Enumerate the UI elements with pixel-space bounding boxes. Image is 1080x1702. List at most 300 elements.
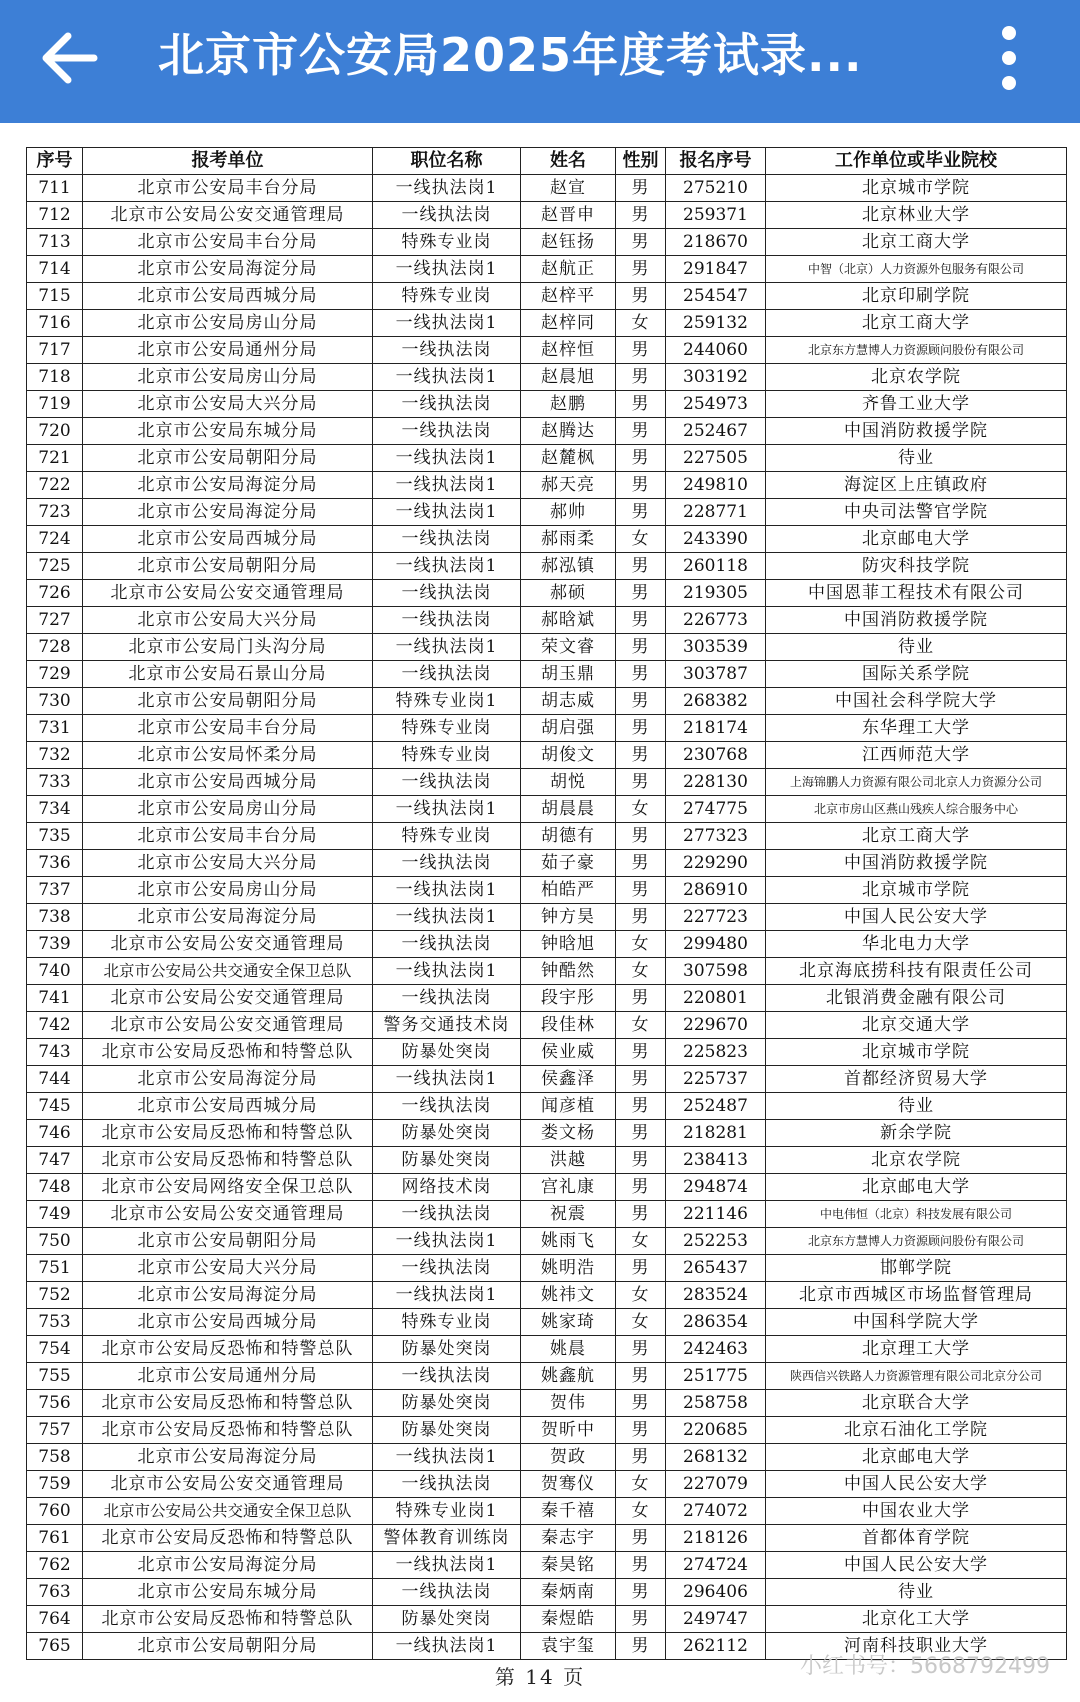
table-row [27, 1228, 1067, 1255]
col-reg-no: 230768 [666, 742, 766, 769]
col-index: 728 [27, 634, 83, 661]
col-unit: 北京市公安局东城分局 [83, 1579, 373, 1606]
table-row [27, 445, 1067, 472]
more-dot [1002, 51, 1016, 65]
col-name: 洪越 [521, 1147, 616, 1174]
col-workplace: 首都经济贸易大学 [766, 1066, 1067, 1093]
col-gender: 男 [616, 445, 666, 472]
col-workplace: 北京工商大学 [766, 823, 1067, 850]
col-gender: 男 [616, 715, 666, 742]
col-gender: 男 [616, 175, 666, 202]
col-reg-no: 291847 [666, 256, 766, 283]
col-reg-no: 220801 [666, 985, 766, 1012]
col-position: 一线执法岗 [373, 337, 521, 364]
col-index: 735 [27, 823, 83, 850]
col-position: 特殊专业岗1 [373, 688, 521, 715]
col-index: 719 [27, 391, 83, 418]
col-position: 防暴处突岗 [373, 1417, 521, 1444]
col-position: 一线执法岗 [373, 580, 521, 607]
col-workplace: 中国消防救援学院 [766, 418, 1067, 445]
col-index: 713 [27, 229, 83, 256]
col-gender: 男 [616, 580, 666, 607]
col-position: 防暴处突岗 [373, 1336, 521, 1363]
col-position: 一线执法岗1 [373, 1282, 521, 1309]
col-name: 胡玉鼎 [521, 661, 616, 688]
table-row [27, 850, 1067, 877]
col-unit: 北京市公安局反恐怖和特警总队 [83, 1336, 373, 1363]
col-reg-no: 218126 [666, 1525, 766, 1552]
table-row [27, 1309, 1067, 1336]
table-row [27, 1282, 1067, 1309]
col-gender: 女 [616, 1012, 666, 1039]
table-row [27, 931, 1067, 958]
col-name: 秦千禧 [521, 1498, 616, 1525]
col-reg-no: 254547 [666, 283, 766, 310]
col-reg-no: 243390 [666, 526, 766, 553]
col-reg-no: 259371 [666, 202, 766, 229]
col-name: 胡启强 [521, 715, 616, 742]
col-unit: 北京市公安局反恐怖和特警总队 [83, 1417, 373, 1444]
col-reg-no: 265437 [666, 1255, 766, 1282]
col-index: 738 [27, 904, 83, 931]
col-position: 特殊专业岗 [373, 742, 521, 769]
table-row [27, 391, 1067, 418]
col-index: 757 [27, 1417, 83, 1444]
col-name: 赵梓同 [521, 310, 616, 337]
col-name: 姚明浩 [521, 1255, 616, 1282]
col-position: 一线执法岗 [373, 661, 521, 688]
col-index: 717 [27, 337, 83, 364]
col-unit: 北京市公安局朝阳分局 [83, 688, 373, 715]
col-reg-no: 227505 [666, 445, 766, 472]
col-unit: 北京市公安局海淀分局 [83, 1444, 373, 1471]
col-gender: 男 [616, 1417, 666, 1444]
col-index: 745 [27, 1093, 83, 1120]
col-name: 赵梓平 [521, 283, 616, 310]
col-unit: 北京市公安局大兴分局 [83, 850, 373, 877]
table-row [27, 1444, 1067, 1471]
col-index: 764 [27, 1606, 83, 1633]
col-gender: 男 [616, 391, 666, 418]
table-row [27, 1120, 1067, 1147]
col-position: 一线执法岗1 [373, 472, 521, 499]
col-workplace: 华北电力大学 [766, 931, 1067, 958]
col-index: 739 [27, 931, 83, 958]
col-reg-no: 226773 [666, 607, 766, 634]
col-gender: 男 [616, 553, 666, 580]
col-gender: 男 [616, 283, 666, 310]
col-position: 一线执法岗1 [373, 175, 521, 202]
col-index: 742 [27, 1012, 83, 1039]
col-name: 赵麓枫 [521, 445, 616, 472]
col-workplace: 上海锦鹏人力资源有限公司北京人力资源分公司 [766, 769, 1067, 796]
table-row [27, 175, 1067, 202]
col-workplace: 中国消防救援学院 [766, 850, 1067, 877]
col-workplace: 海淀区上庄镇政府 [766, 472, 1067, 499]
table-row [27, 1201, 1067, 1228]
col-reg-no: 238413 [666, 1147, 766, 1174]
col-position: 防暴处突岗 [373, 1039, 521, 1066]
col-workplace: 北京石油化工学院 [766, 1417, 1067, 1444]
col-position: 一线执法岗1 [373, 1066, 521, 1093]
col-unit: 北京市公安局反恐怖和特警总队 [83, 1120, 373, 1147]
col-name: 袁宇玺 [521, 1633, 616, 1660]
col-position: 一线执法岗 [373, 607, 521, 634]
col-reg-no: 225823 [666, 1039, 766, 1066]
col-position: 一线执法岗 [373, 1201, 521, 1228]
col-name: 宫礼康 [521, 1174, 616, 1201]
table-row [27, 283, 1067, 310]
col-gender: 女 [616, 526, 666, 553]
col-position: 一线执法岗 [373, 391, 521, 418]
header-col-position: 职位名称 [373, 148, 521, 175]
col-workplace: 防灾科技学院 [766, 553, 1067, 580]
col-unit: 北京市公安局公安交通管理局 [83, 1201, 373, 1228]
table-row [27, 661, 1067, 688]
col-reg-no: 254973 [666, 391, 766, 418]
col-gender: 男 [616, 1336, 666, 1363]
col-name: 胡晨晨 [521, 796, 616, 823]
col-workplace: 中国恩菲工程技术有限公司 [766, 580, 1067, 607]
col-gender: 男 [616, 1147, 666, 1174]
col-position: 一线执法岗 [373, 850, 521, 877]
col-name: 贺骞仪 [521, 1471, 616, 1498]
col-unit: 北京市公安局东城分局 [83, 418, 373, 445]
col-workplace: 北京邮电大学 [766, 526, 1067, 553]
col-name: 钟晗旭 [521, 931, 616, 958]
col-name: 胡德有 [521, 823, 616, 850]
col-position: 一线执法岗1 [373, 553, 521, 580]
col-name: 胡悦 [521, 769, 616, 796]
col-unit: 北京市公安局大兴分局 [83, 607, 373, 634]
col-name: 秦志宇 [521, 1525, 616, 1552]
col-position: 一线执法岗1 [373, 445, 521, 472]
col-reg-no: 286354 [666, 1309, 766, 1336]
col-unit: 北京市公安局海淀分局 [83, 904, 373, 931]
col-position: 一线执法岗1 [373, 256, 521, 283]
col-position: 一线执法岗 [373, 526, 521, 553]
col-unit: 北京市公安局公安交通管理局 [83, 580, 373, 607]
col-gender: 男 [616, 1552, 666, 1579]
col-name: 秦炳南 [521, 1579, 616, 1606]
col-gender: 男 [616, 607, 666, 634]
col-unit: 北京市公安局丰台分局 [83, 823, 373, 850]
table-row [27, 904, 1067, 931]
col-unit: 北京市公安局通州分局 [83, 1363, 373, 1390]
col-workplace: 待业 [766, 634, 1067, 661]
table-row [27, 202, 1067, 229]
col-workplace: 首都体育学院 [766, 1525, 1067, 1552]
header-col-reg-no: 报名序号 [666, 148, 766, 175]
watermark: 小红书号：5668792499 [800, 1654, 1050, 1679]
table-row [27, 688, 1067, 715]
col-position: 网络技术岗 [373, 1174, 521, 1201]
col-reg-no: 274775 [666, 796, 766, 823]
col-gender: 男 [616, 256, 666, 283]
table-row [27, 580, 1067, 607]
col-position: 一线执法岗1 [373, 904, 521, 931]
col-gender: 男 [616, 1579, 666, 1606]
col-reg-no: 259132 [666, 310, 766, 337]
col-reg-no: 218281 [666, 1120, 766, 1147]
col-position: 特殊专业岗 [373, 1309, 521, 1336]
col-position: 一线执法岗1 [373, 1444, 521, 1471]
col-unit: 北京市公安局朝阳分局 [83, 553, 373, 580]
col-position: 一线执法岗 [373, 985, 521, 1012]
col-gender: 女 [616, 931, 666, 958]
table-row [27, 472, 1067, 499]
col-name: 赵腾达 [521, 418, 616, 445]
col-name: 柏皓严 [521, 877, 616, 904]
header-col-name: 姓名 [521, 148, 616, 175]
col-gender: 男 [616, 229, 666, 256]
col-gender: 男 [616, 1066, 666, 1093]
col-reg-no: 219305 [666, 580, 766, 607]
col-unit: 北京市公安局大兴分局 [83, 1255, 373, 1282]
col-workplace: 中智（北京）人力资源外包服务有限公司 [766, 256, 1067, 283]
col-workplace: 待业 [766, 445, 1067, 472]
col-unit: 北京市公安局朝阳分局 [83, 445, 373, 472]
col-name: 郝天亮 [521, 472, 616, 499]
col-reg-no: 252253 [666, 1228, 766, 1255]
col-index: 712 [27, 202, 83, 229]
table-row [27, 715, 1067, 742]
table-row [27, 229, 1067, 256]
col-reg-no: 252487 [666, 1093, 766, 1120]
col-workplace: 河南科技职业大学 [766, 1633, 1067, 1660]
col-name: 姚祎文 [521, 1282, 616, 1309]
col-name: 荣文睿 [521, 634, 616, 661]
col-workplace: 北京城市学院 [766, 877, 1067, 904]
col-gender: 女 [616, 796, 666, 823]
col-index: 752 [27, 1282, 83, 1309]
col-gender: 男 [616, 688, 666, 715]
col-reg-no: 228771 [666, 499, 766, 526]
col-index: 720 [27, 418, 83, 445]
col-workplace: 北京东方慧博人力资源顾问股份有限公司 [766, 337, 1067, 364]
col-workplace: 中国社会科学院大学 [766, 688, 1067, 715]
col-position: 一线执法岗 [373, 769, 521, 796]
col-position: 一线执法岗 [373, 202, 521, 229]
col-unit: 北京市公安局反恐怖和特警总队 [83, 1039, 373, 1066]
col-workplace: 陕西信兴铁路人力资源管理有限公司北京分公司 [766, 1363, 1067, 1390]
table-row [27, 1093, 1067, 1120]
col-workplace: 北京联合大学 [766, 1390, 1067, 1417]
col-index: 731 [27, 715, 83, 742]
col-reg-no: 252467 [666, 418, 766, 445]
table-row [27, 742, 1067, 769]
col-unit: 北京市公安局海淀分局 [83, 1282, 373, 1309]
col-unit: 北京市公安局房山分局 [83, 796, 373, 823]
col-position: 警务交通技术岗 [373, 1012, 521, 1039]
col-reg-no: 249747 [666, 1606, 766, 1633]
table-row [27, 958, 1067, 985]
col-position: 一线执法岗 [373, 1471, 521, 1498]
col-workplace: 北京市西城区市场监督管理局 [766, 1282, 1067, 1309]
col-gender: 男 [616, 1606, 666, 1633]
col-unit: 北京市公安局房山分局 [83, 310, 373, 337]
table-row [27, 1066, 1067, 1093]
col-unit: 北京市公安局海淀分局 [83, 472, 373, 499]
header-col-unit: 报考单位 [83, 148, 373, 175]
col-unit: 北京市公安局网络安全保卫总队 [83, 1174, 373, 1201]
col-name: 秦煜皓 [521, 1606, 616, 1633]
col-index: 726 [27, 580, 83, 607]
col-reg-no: 303787 [666, 661, 766, 688]
col-reg-no: 260118 [666, 553, 766, 580]
col-reg-no: 307598 [666, 958, 766, 985]
table-row [27, 877, 1067, 904]
col-name: 赵鹏 [521, 391, 616, 418]
col-index: 761 [27, 1525, 83, 1552]
table-row [27, 526, 1067, 553]
col-name: 郝帅 [521, 499, 616, 526]
col-position: 警体教育训练岗 [373, 1525, 521, 1552]
col-index: 759 [27, 1471, 83, 1498]
col-reg-no: 268382 [666, 688, 766, 715]
table-row [27, 1039, 1067, 1066]
more-options-button[interactable] [990, 18, 1030, 98]
col-name: 秦昊铭 [521, 1552, 616, 1579]
col-name: 胡俊文 [521, 742, 616, 769]
back-button[interactable] [36, 22, 108, 94]
col-workplace: 北京邮电大学 [766, 1174, 1067, 1201]
col-workplace: 中国人民公安大学 [766, 904, 1067, 931]
col-gender: 男 [616, 742, 666, 769]
col-gender: 男 [616, 1201, 666, 1228]
col-unit: 北京市公安局公安交通管理局 [83, 985, 373, 1012]
col-gender: 女 [616, 1471, 666, 1498]
col-unit: 北京市公安局丰台分局 [83, 175, 373, 202]
col-unit: 北京市公安局海淀分局 [83, 1552, 373, 1579]
col-reg-no: 275210 [666, 175, 766, 202]
col-name: 娄文杨 [521, 1120, 616, 1147]
col-name: 贺政 [521, 1444, 616, 1471]
col-position: 一线执法岗1 [373, 796, 521, 823]
col-gender: 男 [616, 1363, 666, 1390]
col-name: 姚鑫航 [521, 1363, 616, 1390]
col-position: 一线执法岗 [373, 931, 521, 958]
col-reg-no: 283524 [666, 1282, 766, 1309]
col-index: 753 [27, 1309, 83, 1336]
document-table-area [26, 147, 1066, 1660]
back-arrow-icon [36, 22, 108, 94]
col-reg-no: 294874 [666, 1174, 766, 1201]
col-workplace: 北京城市学院 [766, 1039, 1067, 1066]
col-position: 一线执法岗 [373, 418, 521, 445]
col-index: 755 [27, 1363, 83, 1390]
col-name: 赵晨旭 [521, 364, 616, 391]
table-row [27, 1417, 1067, 1444]
col-name: 侯业威 [521, 1039, 616, 1066]
col-workplace: 中国科学院大学 [766, 1309, 1067, 1336]
col-index: 765 [27, 1633, 83, 1660]
col-position: 一线执法岗1 [373, 1552, 521, 1579]
col-name: 钟酷然 [521, 958, 616, 985]
col-name: 郝晗斌 [521, 607, 616, 634]
col-index: 763 [27, 1579, 83, 1606]
col-name: 侯鑫泽 [521, 1066, 616, 1093]
table-row [27, 1579, 1067, 1606]
table-row [27, 1552, 1067, 1579]
col-workplace: 北京海底捞科技有限责任公司 [766, 958, 1067, 985]
col-index: 727 [27, 607, 83, 634]
col-unit: 北京市公安局海淀分局 [83, 499, 373, 526]
col-position: 一线执法岗1 [373, 499, 521, 526]
col-workplace: 中国消防救援学院 [766, 607, 1067, 634]
col-gender: 女 [616, 958, 666, 985]
col-workplace: 中国人民公安大学 [766, 1471, 1067, 1498]
col-workplace: 中国农业大学 [766, 1498, 1067, 1525]
col-unit: 北京市公安局房山分局 [83, 877, 373, 904]
col-name: 段宇彤 [521, 985, 616, 1012]
col-index: 762 [27, 1552, 83, 1579]
col-index: 744 [27, 1066, 83, 1093]
col-reg-no: 228130 [666, 769, 766, 796]
table-row [27, 985, 1067, 1012]
col-index: 729 [27, 661, 83, 688]
col-index: 749 [27, 1201, 83, 1228]
col-reg-no: 277323 [666, 823, 766, 850]
col-unit: 北京市公安局西城分局 [83, 526, 373, 553]
col-name: 郝硕 [521, 580, 616, 607]
col-name: 郝雨柔 [521, 526, 616, 553]
table-row [27, 1606, 1067, 1633]
col-index: 733 [27, 769, 83, 796]
col-unit: 北京市公安局公安交通管理局 [83, 1471, 373, 1498]
col-reg-no: 229670 [666, 1012, 766, 1039]
col-gender: 女 [616, 310, 666, 337]
col-index: 715 [27, 283, 83, 310]
col-workplace: 北京农学院 [766, 1147, 1067, 1174]
col-position: 防暴处突岗 [373, 1147, 521, 1174]
col-gender: 男 [616, 499, 666, 526]
col-unit: 北京市公安局公安交通管理局 [83, 1012, 373, 1039]
col-unit: 北京市公安局反恐怖和特警总队 [83, 1147, 373, 1174]
col-gender: 男 [616, 1174, 666, 1201]
col-index: 725 [27, 553, 83, 580]
col-index: 743 [27, 1039, 83, 1066]
col-index: 732 [27, 742, 83, 769]
table-row [27, 553, 1067, 580]
col-workplace: 江西师范大学 [766, 742, 1067, 769]
table-row [27, 796, 1067, 823]
col-name: 贺昕中 [521, 1417, 616, 1444]
col-workplace: 北京市房山区燕山残疾人综合服务中心 [766, 796, 1067, 823]
col-name: 贺伟 [521, 1390, 616, 1417]
app-bar [0, 0, 1080, 123]
col-workplace: 中央司法警官学院 [766, 499, 1067, 526]
col-workplace: 东华理工大学 [766, 715, 1067, 742]
col-gender: 男 [616, 1633, 666, 1660]
col-name: 赵晋申 [521, 202, 616, 229]
table-row [27, 769, 1067, 796]
col-index: 723 [27, 499, 83, 526]
col-gender: 男 [616, 661, 666, 688]
col-unit: 北京市公安局反恐怖和特警总队 [83, 1390, 373, 1417]
header-col-gender: 性别 [616, 148, 666, 175]
col-position: 一线执法岗1 [373, 1633, 521, 1660]
col-workplace: 中电伟恒（北京）科技发展有限公司 [766, 1201, 1067, 1228]
col-workplace: 北京城市学院 [766, 175, 1067, 202]
col-position: 一线执法岗 [373, 1579, 521, 1606]
col-unit: 北京市公安局石景山分局 [83, 661, 373, 688]
col-unit: 北京市公安局怀柔分局 [83, 742, 373, 769]
col-reg-no: 229290 [666, 850, 766, 877]
col-index: 718 [27, 364, 83, 391]
col-unit: 北京市公安局公共交通安全保卫总队 [83, 1498, 373, 1525]
col-unit: 北京市公安局朝阳分局 [83, 1228, 373, 1255]
